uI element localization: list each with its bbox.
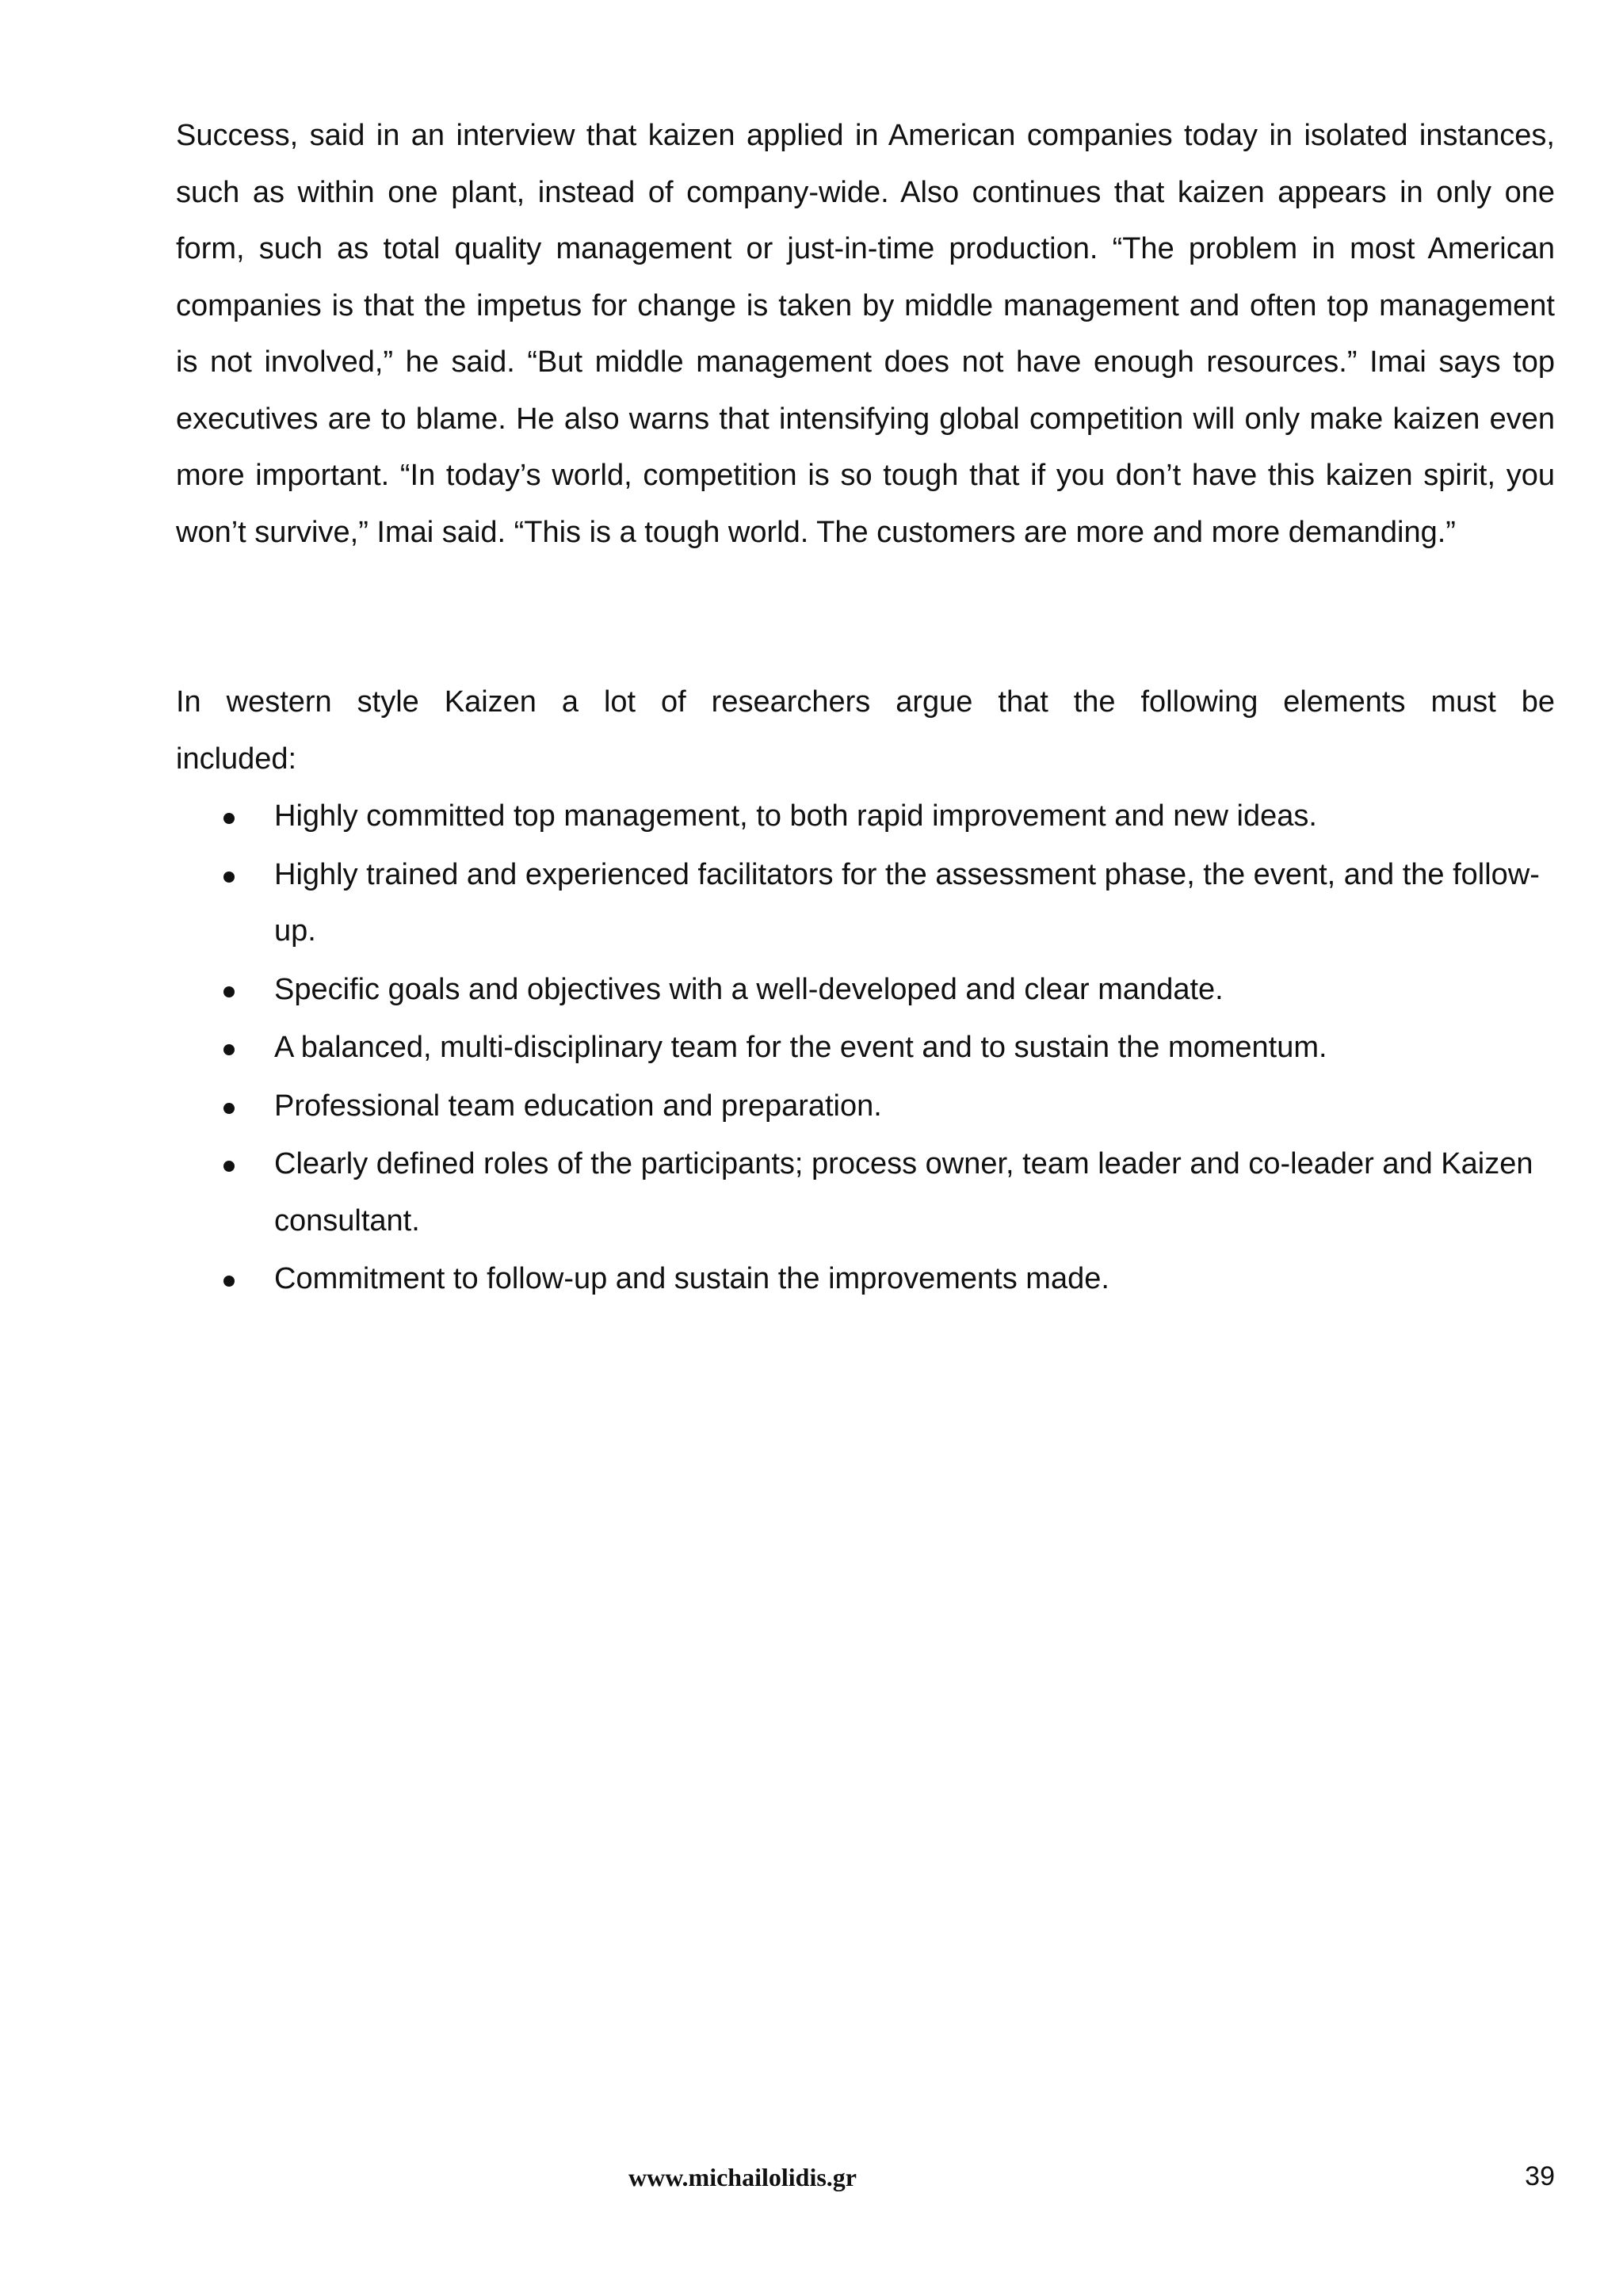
bullet-icon [223,1044,235,1055]
paragraph-2-line-1: In western style Kaizen a lot of researchers argue that the following elements must be [176,685,1555,719]
bullet-icon [223,813,235,824]
bullet-icon [223,871,235,883]
list-item-text: Highly trained and experienced facilitators for the assessment phase, the event, and the follow-up. [274,857,1540,948]
list-item-text: Highly committed top management, to both rapid improvement and new ideas. [274,799,1317,833]
body-paragraph-1: Success, said in an interview that kaizen applied in American companies today in isolated instances, such as within one plant, instead of company-wide. Also continues that kaizen appears in only one form, such as total quality management or just-in-time production. “The problem in most American companies is that the impetus for change is taken by middle management and often top management is not involved,” he said. “But middle management does not have enough resources.” Imai says top executives are to blame. He also warns that intensifying global competition will only make kaizen even more important. “In today’s world, competition is so tough that if you don’t have this kaizen spirit, you won’t survive,” Imai said. “This is a tough world. The customers are more and more demanding.” [176,119,1555,549]
bullet-icon [223,1161,235,1172]
list-item-text: Clearly defined roles of the participants; process owner, team leader and co-leader and Kaizen consultant. [274,1147,1533,1238]
bullet-icon [223,1103,235,1114]
list-item [176,1251,1555,1308]
list-item-text: Professional team education and preparation. [274,1089,882,1123]
body-paragraph-2 [176,674,1555,788]
bullet-icon [223,1276,235,1287]
list-item [176,1136,1555,1249]
page-number: 39 [1525,2161,1555,2191]
list-item [176,962,1555,1019]
paragraph-2-line-2: included: [176,742,297,776]
bullet-list [176,788,1555,1310]
list-item [176,847,1555,960]
footer-website-link[interactable]: www.michailolidis.gr [628,2163,857,2191]
list-item [176,788,1555,845]
list-item-text: A balanced, multi-disciplinary team for the event and to sustain the momentum. [274,1031,1327,1064]
bullet-icon [223,986,235,997]
list-item [176,1078,1555,1135]
list-item-text: Commitment to follow-up and sustain the improvements made. [274,1262,1109,1295]
list-item-text: Specific goals and objectives with a well-developed and clear mandate. [274,972,1224,1006]
list-item [176,1020,1555,1077]
